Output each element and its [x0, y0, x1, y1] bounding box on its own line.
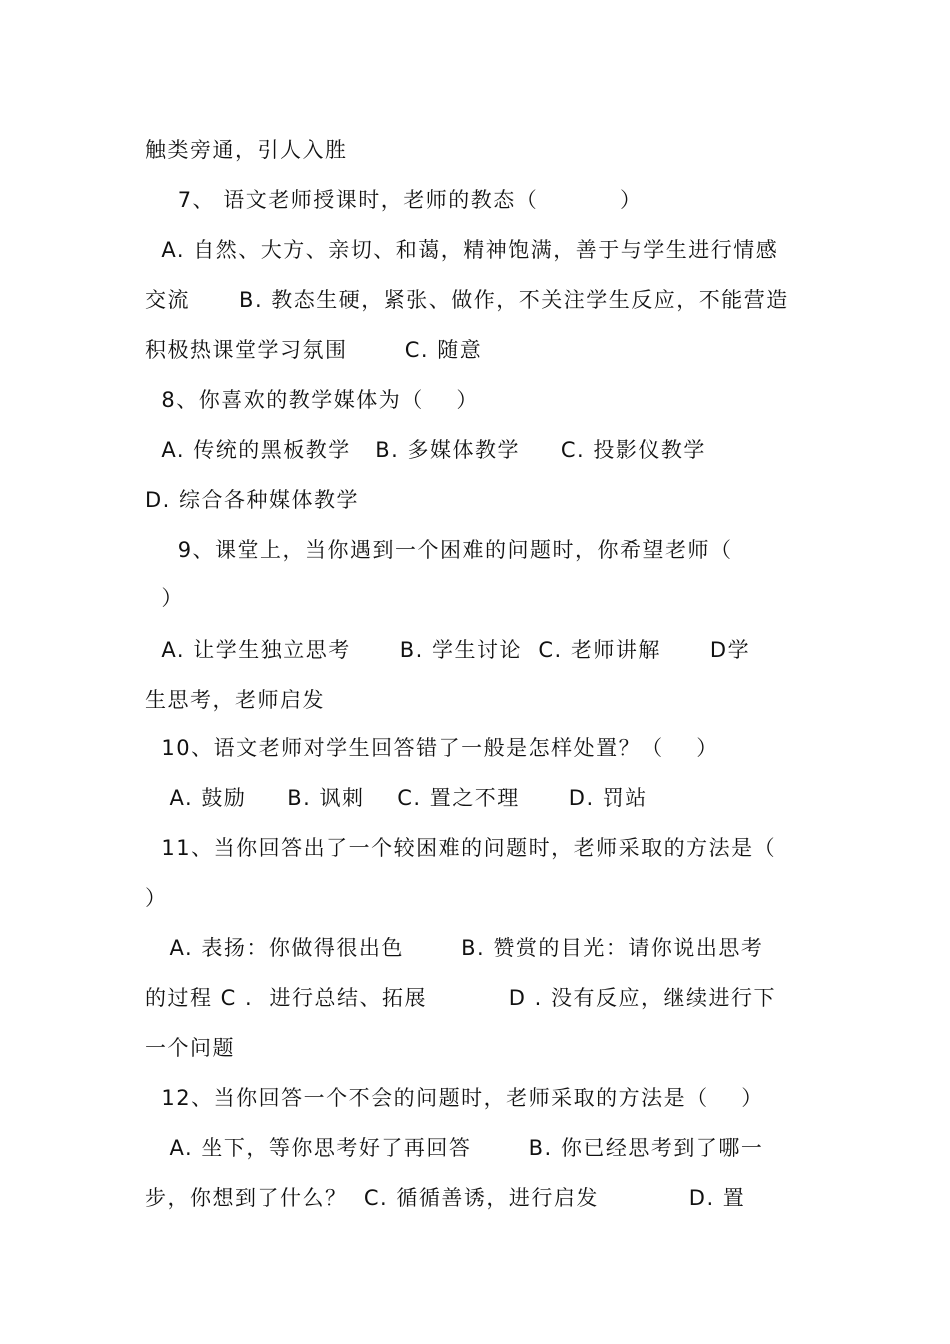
text-line: 触类旁通，引人入胜	[145, 138, 348, 162]
question-9-options: 生思考，老师启发	[145, 688, 325, 712]
question-11-options: 一个问题	[145, 1036, 235, 1060]
question-9-options: A. 让学生独立思考 B. 学生讨论 C. 老师讲解 D学	[145, 638, 751, 662]
question-11: 11、当你回答出了一个较困难的问题时，老师采取的方法是（	[145, 836, 777, 860]
question-8-options: A. 传统的黑板教学 B. 多媒体教学 C. 投影仪教学	[145, 438, 706, 462]
question-10: 10、语文老师对学生回答错了一般是怎样处置？（ ）	[145, 736, 719, 760]
question-12-options: 步，你想到了什么？ C. 循循善诱，进行启发 D. 置	[145, 1186, 746, 1210]
question-7-options: 积极热课堂学习氛围 C. 随意	[145, 338, 483, 362]
question-9: 9、课堂上，当你遇到一个困难的问题时，你希望老师（	[145, 538, 733, 562]
question-11-options: A. 表扬：你做得很出色 B. 赞赏的目光：请你说出思考	[145, 936, 764, 960]
question-7-options: A. 自然、大方、亲切、和蔼，精神饱满，善于与学生进行情感	[145, 238, 779, 262]
question-11-options: 的过程 C . 进行总结、拓展 D . 没有反应，继续进行下	[145, 986, 776, 1010]
question-12-options: A. 坐下，等你思考好了再回答 B. 你已经思考到了哪一	[145, 1136, 764, 1160]
question-10-options: A. 鼓励 B. 讽刺 C. 置之不理 D. 罚站	[145, 786, 648, 810]
question-12: 12、当你回答一个不会的问题时，老师采取的方法是（ ）	[145, 1086, 764, 1110]
question-7-options: 交流 B. 教态生硬，紧张、做作，不关注学生反应，不能营造	[145, 288, 789, 312]
question-11: ）	[145, 886, 168, 910]
question-8-options: D. 综合各种媒体教学	[145, 488, 360, 512]
question-9: ）	[145, 586, 184, 610]
question-8: 8、你喜欢的教学媒体为（ ）	[145, 388, 479, 412]
question-7: 7、 语文老师授课时，老师的教态（ ）	[145, 188, 643, 212]
